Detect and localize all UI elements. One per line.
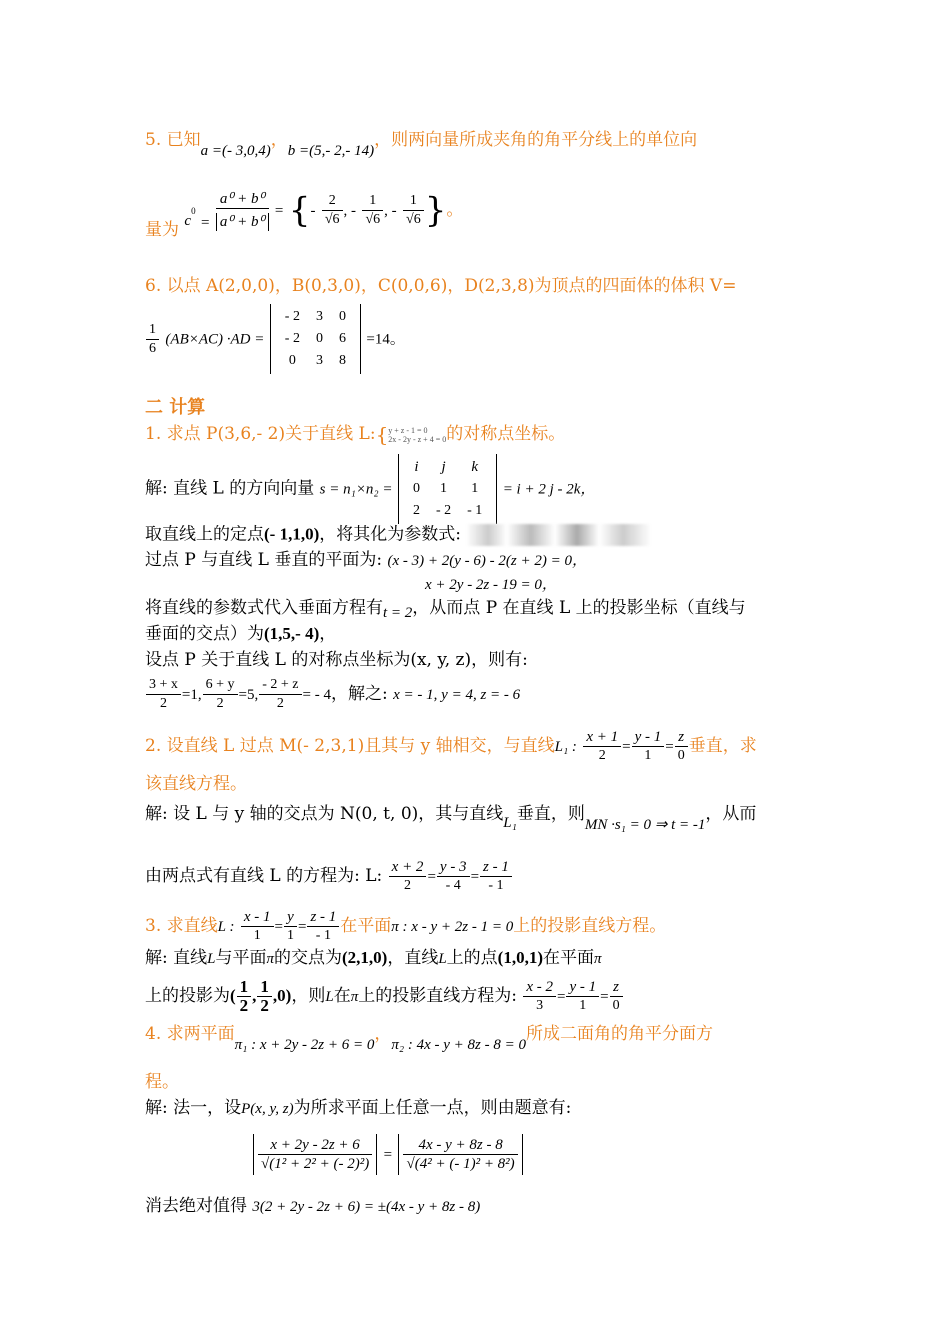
q2-s2: 由两点式有直线 L 的方程为: L:: [145, 866, 383, 886]
q2-s1-d: MN ·s₁ = 0 ⇒ t = -1: [584, 817, 706, 833]
q1-s6-a: 垂面的交点）为: [145, 624, 264, 644]
q1-s5-b: t = 2: [383, 605, 413, 621]
p5-b-expr: b =(5,- 2,- 14): [287, 143, 375, 159]
q4-step2: 消去绝对值得 3(2 + 2y - 2z + 6) = ±(4x - y + 8z - 8): [145, 1196, 481, 1216]
q3-proj-y: $\frac{1}{2}$: [257, 978, 272, 1015]
p6-result: =14。: [366, 331, 405, 348]
q2-s1-b: L₁: [503, 815, 517, 831]
q1-title: 1. 求点 P(3,6,- 2)关于直线 L:{ y + z - 1 = 0 2x - 2y - z + 4 = 0 的对称点坐标。: [145, 422, 566, 447]
p5-sep: ，: [270, 130, 288, 150]
q1-s1-c: = i + 2 j - 2k，: [502, 481, 596, 498]
q1-step8: [145, 676, 520, 713]
q2-s1-a: 解: 设 L 与 y 轴的交点为 N(0, t, 0)，其与直线: [145, 804, 504, 824]
q3-fb: $\frac{y}{1}$: [284, 908, 297, 945]
q1-step1: [145, 454, 595, 524]
q4-right-frac: $\frac{4x - y + 8z - 8}{\text{√(4² + (- 1)² + 8²)}}$: [398, 1134, 522, 1175]
p6-frac: $\frac{1}{6}$: [146, 321, 159, 358]
q3-step2: 上的投影为( $\frac{1}{2}$ , $\frac{1}{2}$ ,0)，则L在π上的投影直线方程为: $\frac{x - 2}{3}$ = $\frac{y - 1}{1}$ = $\frac{z}{0}$: [145, 978, 624, 1015]
q3-ha: $\frac{x - 2}{3}$: [523, 978, 556, 1015]
q2-fc: $\frac{z}{0}$: [675, 728, 688, 765]
q2-step1: [145, 804, 757, 833]
q1-e1: =1,: [181, 687, 202, 703]
q1-s5-a: 将直线的参数式代入垂面方程有: [145, 598, 383, 618]
q2-step2: 由两点式有直线 L 的方程为: L: $\frac{x + 2}{2}$ = $\frac{y - 3}{- 4}$ = $\frac{z - 1}{- 1}$: [145, 858, 513, 895]
q1-title-b: 的对称点坐标。: [446, 424, 566, 444]
q3-title: 3. 求直线L : $\frac{x - 1}{1}$ = $\frac{y}{1}$ = $\frac{z - 1}{- 1}$ 在平面π : x - y + 2z - 1 = 0上的投影直线方程。: [145, 909, 667, 943]
q3-t-a: 3. 求直线: [145, 916, 218, 936]
q1-s6-c: ，: [319, 624, 337, 644]
q3-t-c: 在平面: [340, 916, 392, 936]
q1-title-a: 1. 求点 P(3,6,- 2)关于直线 L:: [145, 424, 376, 444]
q1-s2-b: (- 1,1,0): [264, 524, 320, 544]
q2-t1-c: 垂直，求: [688, 736, 757, 756]
q2-ga: $\frac{x + 2}{2}$: [389, 858, 427, 895]
q1-s1-a: 解: 直线 L 的方向向量: [145, 478, 315, 499]
q1-s1-b: s = n₁×n₂ =: [319, 481, 393, 498]
q2-gc: $\frac{z - 1}{- 1}$: [480, 858, 512, 895]
q1-s6-b: (1,5,- 4): [264, 624, 320, 643]
q4-title-line2: 程。: [145, 1072, 179, 1092]
q3-proj-x: $\frac{1}{2}$: [237, 978, 252, 1015]
p5-line2-prefix: 量为: [145, 220, 179, 240]
q1-determinant: i j k 0 1 1 2 - 2 - 1: [398, 454, 497, 524]
p5-open-brace: {: [288, 190, 311, 231]
q1-s3-b: (x - 3) + 2(y - 6) - 2(z + 2) = 0，: [387, 553, 587, 569]
q1-s3-a: 过点 P 与直线 L 垂直的平面为:: [145, 550, 383, 570]
p5-label: 5. 已知: [145, 130, 201, 150]
q2-t1-b: L₁ :: [554, 739, 577, 755]
p5-den: a⁰ + b⁰: [216, 213, 269, 231]
q1-s8: ，解之:: [331, 684, 388, 704]
q1-e3: = - 4: [302, 687, 331, 703]
section-heading: 二 计算: [145, 397, 206, 418]
q2-s1-c: 垂直，则: [516, 804, 585, 824]
p6-line2: [145, 304, 405, 374]
q1-f2: $\frac{6 + y}{2}$: [203, 676, 238, 713]
p5-line1: [145, 130, 698, 159]
p5-end: 。: [446, 200, 464, 220]
q1-step3: [145, 550, 587, 571]
q1-f3: $\frac{- 2 + z}{2}$: [259, 676, 301, 713]
q1-step4: x + 2y - 2z - 19 = 0，: [425, 577, 557, 593]
q1-s2-c: ，将其化为参数式:: [319, 524, 461, 545]
p5-num: a⁰ + b⁰: [216, 190, 269, 209]
q1-s2-a: 取直线上的定点: [145, 524, 264, 545]
p5-r2: $\frac{1}{√6}$: [362, 192, 383, 229]
q3-t-b: L :: [217, 919, 235, 935]
q4-equation: $\frac{x + 2y - 2z + 6}{\text{√(1² + 2² + (- 2)²)}}$ = $\frac{4x - y + 8z - 8}{\text{√(4² + (- 1)² + 8²)}}$: [252, 1134, 524, 1175]
p5-fraction: [216, 190, 269, 231]
p5-tail: ，则两向量所成夹角的角平分线上的单位向: [374, 130, 698, 150]
q1-s5-c: ，从而点 P 在直线 L 上的投影坐标（直线与: [412, 598, 746, 618]
p5-r3: $\frac{1}{√6}$: [403, 192, 424, 229]
q1-step7: 设点 P 关于直线 L 的对称点坐标为(x, y, z)，则有:: [145, 650, 528, 670]
q2-fb: $\frac{y - 1}{1}$: [632, 728, 665, 765]
q2-t1-a: 2. 设直线 L 过点 M(- 2,3,1)且其与 y 轴相交，与直线: [145, 736, 555, 756]
q2-title: 2. 设直线 L 过点 M(- 2,3,1)且其与 y 轴相交，与直线L₁ : $\frac{x + 1}{2}$ = $\frac{y - 1}{1}$ = $\frac{z}{0}$ 垂直，求: [145, 729, 757, 763]
p5-close-brace: }: [424, 190, 447, 231]
p5-a-expr: a =(- 3,0,4): [200, 143, 271, 159]
q2-fa: $\frac{x + 1}{2}$: [583, 728, 621, 765]
q1-system: y + z - 1 = 0 2x - 2y - z + 4 = 0: [388, 425, 447, 444]
q4-left-frac: $\frac{x + 2y - 2z + 6}{\text{√(1² + 2² + (- 2)²)}}$: [253, 1134, 377, 1175]
p6-expr: (AB×AC) ·AD =: [165, 331, 265, 348]
p5-eq: =: [200, 215, 210, 231]
q3-t-e: 上的投影直线方程。: [513, 916, 667, 936]
p5-line2: 量为 $c^0$ = $\frac{\text{a⁰ + b⁰}}{\text{a⁰ + b⁰}}$ = {- $\frac{2}{√6}$ , - $\frac{1}{√6}$ , - $\frac{1}{√6}$ }。: [145, 190, 464, 240]
q1-step5: [145, 598, 746, 619]
q2-title-line2: 该直线方程。: [145, 774, 247, 794]
q1-s9: x = - 1, y = 4, z = - 6: [393, 687, 521, 703]
q3-fc: $\frac{z - 1}{- 1}$: [307, 908, 339, 945]
q3-fa: $\frac{x - 1}{1}$: [241, 908, 274, 945]
p6-line1: 6. 以点 A(2,0,0)，B(0,3,0)，C(0,0,6)，D(2,3,8)为顶点的四面体的体积 V=: [145, 276, 737, 296]
p5-c0: c: [184, 213, 192, 229]
q1-step6: [145, 624, 336, 644]
p5-r1: $\frac{2}{√6}$: [322, 192, 343, 229]
q1-parametric-blurred: [466, 524, 651, 546]
q3-hc: $\frac{z}{0}$: [610, 978, 623, 1015]
q2-gb: $\frac{y - 3}{- 4}$: [437, 858, 470, 895]
q3-hb: $\frac{y - 1}{1}$: [566, 978, 599, 1015]
q4-step1: 解: 法一，设P(x, y, z)为所求平面上任意一点，则由题意有:: [145, 1098, 572, 1118]
p6-determinant: - 2 3 0 - 2 0 6 0 3 8: [270, 304, 361, 374]
q4-title: 4. 求两平面π₁ : x + 2y - 2z + 6 = 0，π₂ : 4x - y + 8z - 8 = 0所成二面角的角平分面方: [145, 1024, 713, 1053]
q2-s1-e: ，从而: [705, 804, 757, 824]
q1-f1: $\frac{3 + x}{2}$: [146, 676, 181, 713]
q1-e2: =5,: [238, 687, 259, 703]
q3-t-d: π : x - y + 2z - 1 = 0: [391, 919, 514, 935]
q3-step1: 解: 直线L与平面π的交点为(2,1,0)，直线L上的点(1,0,1)在平面π: [145, 948, 602, 968]
q1-step2: [145, 524, 651, 546]
